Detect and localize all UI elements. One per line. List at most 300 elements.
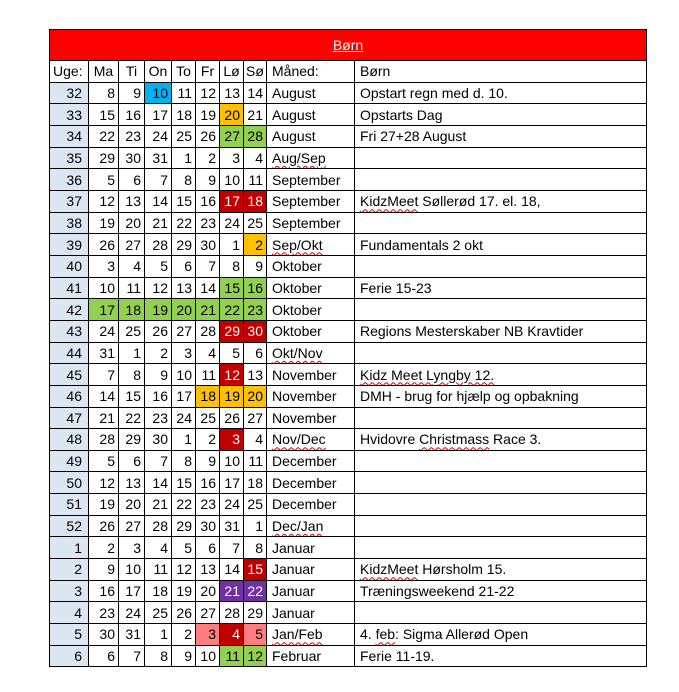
header-week[interactable]: Uge:	[50, 61, 89, 83]
week-number-cell[interactable]: 32	[50, 82, 89, 104]
week-number-cell[interactable]: 40	[50, 255, 89, 277]
day-cell-fr[interactable]: 9	[196, 450, 220, 472]
day-cell-fr[interactable]: 18	[196, 385, 220, 407]
day-cell-to[interactable]: 11	[172, 82, 196, 104]
day-cell-ti[interactable]: 3	[119, 537, 145, 559]
month-cell[interactable]	[267, 212, 355, 234]
day-cell-on[interactable]: 14	[145, 190, 172, 212]
day-cell-so[interactable]: 1	[244, 515, 267, 537]
table-row	[50, 320, 647, 342]
day-cell-lo[interactable]: 8	[220, 255, 244, 277]
week-number-cell[interactable]: 45	[50, 364, 89, 386]
day-cell-fr[interactable]: 9	[196, 169, 220, 191]
day-cell-on[interactable]: 21	[145, 494, 172, 516]
day-cell-to[interactable]: 13	[172, 277, 196, 299]
day-cell-ma[interactable]: 29	[89, 147, 119, 169]
header-month[interactable]: Måned:	[267, 61, 355, 83]
week-number-cell[interactable]: 33	[50, 104, 89, 126]
table-row	[50, 385, 647, 407]
day-cell-on[interactable]: 8	[145, 645, 172, 667]
header-lo[interactable]: Lø	[220, 61, 244, 83]
note-cell[interactable]	[355, 407, 647, 429]
day-cell-to[interactable]: 24	[172, 407, 196, 429]
note-cell[interactable]	[355, 472, 647, 494]
day-cell-ma[interactable]: 7	[89, 364, 119, 386]
day-cell-on[interactable]: 7	[145, 450, 172, 472]
day-cell-fr[interactable]: 4	[196, 342, 220, 364]
week-number-cell[interactable]: 34	[50, 125, 89, 147]
day-cell-ma[interactable]: 6	[89, 645, 119, 667]
day-cell-on[interactable]: 30	[145, 429, 172, 451]
header-ti[interactable]: Ti	[119, 61, 145, 83]
day-cell-lo[interactable]: 11	[220, 645, 244, 667]
day-cell-lo[interactable]: 4	[220, 624, 244, 646]
month-cell[interactable]	[267, 125, 355, 147]
day-cell-ti[interactable]: 9	[119, 82, 145, 104]
day-cell-so[interactable]: 14	[244, 82, 267, 104]
table-row	[50, 364, 647, 386]
month-cell[interactable]	[267, 255, 355, 277]
day-cell-on[interactable]: 28	[145, 515, 172, 537]
note-cell[interactable]	[355, 537, 647, 559]
note-cell[interactable]	[355, 190, 647, 212]
day-cell-lo[interactable]: 5	[220, 342, 244, 364]
week-number-cell[interactable]: 43	[50, 320, 89, 342]
day-cell-ti[interactable]: 22	[119, 407, 145, 429]
day-cell-on[interactable]: 18	[145, 580, 172, 602]
day-cell-to[interactable]: 8	[172, 450, 196, 472]
month-cell[interactable]	[267, 494, 355, 516]
day-cell-on[interactable]: 23	[145, 407, 172, 429]
month-cell[interactable]	[267, 82, 355, 104]
day-cell-ti[interactable]: 4	[119, 255, 145, 277]
day-cell-lo[interactable]: 31	[220, 515, 244, 537]
day-cell-to[interactable]: 17	[172, 385, 196, 407]
month-cell[interactable]	[267, 450, 355, 472]
day-cell-so[interactable]: 8	[244, 537, 267, 559]
week-number-cell[interactable]: 51	[50, 494, 89, 516]
day-cell-on[interactable]: 21	[145, 212, 172, 234]
day-cell-ma[interactable]: 15	[89, 104, 119, 126]
day-cell-lo[interactable]: 3	[220, 429, 244, 451]
day-cell-to[interactable]: 26	[172, 602, 196, 624]
day-cell-to[interactable]: 27	[172, 320, 196, 342]
day-cell-so[interactable]: 6	[244, 342, 267, 364]
month-cell[interactable]	[267, 429, 355, 451]
day-cell-ma[interactable]: 30	[89, 624, 119, 646]
day-cell-on[interactable]: 17	[145, 104, 172, 126]
note-text: 4.	[360, 626, 376, 643]
week-number-cell[interactable]: 46	[50, 385, 89, 407]
day-cell-lo[interactable]: 19	[220, 385, 244, 407]
header-born[interactable]: Børn	[355, 61, 647, 83]
header-to[interactable]: To	[172, 61, 196, 83]
week-number-cell[interactable]: 2	[50, 559, 89, 581]
note-cell[interactable]	[355, 320, 647, 342]
day-cell-on[interactable]: 24	[145, 125, 172, 147]
day-cell-fr[interactable]: 16	[196, 472, 220, 494]
note-cell[interactable]	[355, 624, 647, 646]
day-cell-on[interactable]: 11	[145, 559, 172, 581]
day-cell-ma[interactable]: 2	[89, 537, 119, 559]
note-cell[interactable]	[355, 602, 647, 624]
table-row	[50, 450, 647, 472]
day-cell-fr[interactable]: 14	[196, 277, 220, 299]
day-cell-ti[interactable]: 23	[119, 125, 145, 147]
day-cell-to[interactable]: 1	[172, 147, 196, 169]
day-cell-ti[interactable]: 27	[119, 515, 145, 537]
day-cell-so[interactable]: 20	[244, 385, 267, 407]
day-cell-so[interactable]: 15	[244, 559, 267, 581]
day-cell-lo[interactable]: 7	[220, 537, 244, 559]
day-cell-to[interactable]: 3	[172, 342, 196, 364]
day-cell-fr[interactable]: 30	[196, 234, 220, 256]
note-cell[interactable]	[355, 364, 647, 386]
day-cell-ti[interactable]: 6	[119, 450, 145, 472]
day-cell-on[interactable]: 1	[145, 624, 172, 646]
day-cell-on[interactable]: 31	[145, 147, 172, 169]
note-cell[interactable]	[355, 169, 647, 191]
month-cell[interactable]	[267, 385, 355, 407]
week-number-cell[interactable]: 5	[50, 624, 89, 646]
month-cell[interactable]	[267, 472, 355, 494]
day-cell-to[interactable]: 12	[172, 559, 196, 581]
day-cell-ma[interactable]: 31	[89, 342, 119, 364]
month-label: Oktober	[272, 301, 322, 318]
month-cell[interactable]	[267, 515, 355, 537]
day-cell-to[interactable]: 10	[172, 364, 196, 386]
day-cell-ti[interactable]: 30	[119, 147, 145, 169]
note-cell[interactable]	[355, 277, 647, 299]
day-cell-fr[interactable]: 27	[196, 602, 220, 624]
day-cell-ti[interactable]: 11	[119, 277, 145, 299]
month-cell[interactable]	[267, 147, 355, 169]
note-cell[interactable]	[355, 645, 647, 667]
day-cell-to[interactable]: 15	[172, 190, 196, 212]
day-cell-ti[interactable]: 13	[119, 190, 145, 212]
day-cell-so[interactable]: 25	[244, 212, 267, 234]
day-cell-ti[interactable]: 27	[119, 234, 145, 256]
day-cell-to[interactable]: 5	[172, 537, 196, 559]
month-cell[interactable]	[267, 537, 355, 559]
day-cell-ma[interactable]: 14	[89, 385, 119, 407]
day-cell-to[interactable]: 8	[172, 169, 196, 191]
day-cell-lo[interactable]: 14	[220, 559, 244, 581]
day-cell-so[interactable]: 29	[244, 602, 267, 624]
day-cell-fr[interactable]: 16	[196, 190, 220, 212]
day-cell-to[interactable]: 29	[172, 515, 196, 537]
day-cell-to[interactable]: 20	[172, 299, 196, 321]
day-cell-so[interactable]: 22	[244, 580, 267, 602]
day-cell-on[interactable]: 14	[145, 472, 172, 494]
day-cell-to[interactable]: 2	[172, 624, 196, 646]
day-cell-on[interactable]: 26	[145, 320, 172, 342]
day-cell-lo[interactable]: 27	[220, 125, 244, 147]
day-cell-ti[interactable]: 10	[119, 559, 145, 581]
day-cell-to[interactable]: 15	[172, 472, 196, 494]
day-cell-fr[interactable]: 19	[196, 104, 220, 126]
day-cell-lo[interactable]: 12	[220, 364, 244, 386]
day-cell-ma[interactable]: 3	[89, 255, 119, 277]
day-cell-lo[interactable]: 20	[220, 104, 244, 126]
week-number-cell[interactable]: 38	[50, 212, 89, 234]
week-number-cell[interactable]: 52	[50, 515, 89, 537]
day-cell-ti[interactable]: 16	[119, 104, 145, 126]
day-cell-fr[interactable]: 2	[196, 147, 220, 169]
day-cell-so[interactable]: 5	[244, 624, 267, 646]
day-cell-ma[interactable]: 23	[89, 602, 119, 624]
month-cell[interactable]	[267, 645, 355, 667]
header-so[interactable]: Sø	[244, 61, 267, 83]
day-cell-so[interactable]: 4	[244, 429, 267, 451]
month-cell[interactable]	[267, 364, 355, 386]
month-cell[interactable]	[267, 580, 355, 602]
day-cell-on[interactable]: 19	[145, 299, 172, 321]
day-cell-so[interactable]: 21	[244, 104, 267, 126]
week-number-cell[interactable]: 49	[50, 450, 89, 472]
day-cell-lo[interactable]: 24	[220, 494, 244, 516]
month-cell[interactable]	[267, 624, 355, 646]
day-cell-so[interactable]: 30	[244, 320, 267, 342]
day-cell-lo[interactable]: 21	[220, 580, 244, 602]
month-label: December	[272, 453, 337, 470]
table-row	[50, 255, 647, 277]
note-text: feb	[375, 626, 396, 643]
note-cell[interactable]	[355, 450, 647, 472]
day-cell-ma[interactable]: 26	[89, 234, 119, 256]
week-number-cell[interactable]: 36	[50, 169, 89, 191]
week-number-cell[interactable]: 42	[50, 299, 89, 321]
note-cell[interactable]	[355, 147, 647, 169]
day-cell-fr[interactable]: 25	[196, 407, 220, 429]
day-cell-so[interactable]: 23	[244, 299, 267, 321]
day-cell-to[interactable]: 29	[172, 234, 196, 256]
week-number-cell[interactable]: 4	[50, 602, 89, 624]
day-cell-so[interactable]: 12	[244, 645, 267, 667]
note-cell[interactable]	[355, 234, 647, 256]
month-cell[interactable]	[267, 277, 355, 299]
note-cell[interactable]	[355, 515, 647, 537]
day-cell-to[interactable]: 1	[172, 429, 196, 451]
month-cell[interactable]	[267, 602, 355, 624]
day-cell-ma[interactable]: 5	[89, 450, 119, 472]
week-number-cell[interactable]: 50	[50, 472, 89, 494]
header-fr[interactable]: Fr	[196, 61, 220, 83]
day-cell-ma[interactable]: 12	[89, 190, 119, 212]
note-cell[interactable]	[355, 255, 647, 277]
day-cell-fr[interactable]: 3	[196, 624, 220, 646]
note-cell[interactable]	[355, 212, 647, 234]
day-cell-to[interactable]: 19	[172, 580, 196, 602]
month-cell[interactable]	[267, 169, 355, 191]
day-cell-lo[interactable]: 29	[220, 320, 244, 342]
day-cell-on[interactable]: 10	[145, 82, 172, 104]
day-cell-to[interactable]: 18	[172, 104, 196, 126]
week-number-cell[interactable]: 41	[50, 277, 89, 299]
month-cell[interactable]	[267, 559, 355, 581]
month-cell[interactable]	[267, 234, 355, 256]
day-cell-fr[interactable]: 30	[196, 515, 220, 537]
day-cell-fr[interactable]: 13	[196, 559, 220, 581]
day-cell-ti[interactable]: 29	[119, 429, 145, 451]
note-text: DMH - brug for hjælp og opbakning	[360, 388, 579, 405]
day-cell-ma[interactable]: 5	[89, 169, 119, 191]
day-cell-ti[interactable]: 18	[119, 299, 145, 321]
day-cell-so[interactable]: 16	[244, 277, 267, 299]
note-cell[interactable]	[355, 494, 647, 516]
day-cell-ma[interactable]: 24	[89, 320, 119, 342]
month-cell[interactable]	[267, 342, 355, 364]
day-cell-ti[interactable]: 8	[119, 364, 145, 386]
day-cell-on[interactable]: 5	[145, 255, 172, 277]
month-cell[interactable]	[267, 299, 355, 321]
note-cell[interactable]	[355, 342, 647, 364]
day-cell-ma[interactable]: 22	[89, 125, 119, 147]
day-cell-fr[interactable]: 21	[196, 299, 220, 321]
table-row	[50, 580, 647, 602]
day-cell-on[interactable]: 7	[145, 169, 172, 191]
day-cell-lo[interactable]: 22	[220, 299, 244, 321]
day-cell-ti[interactable]: 13	[119, 472, 145, 494]
day-cell-to[interactable]: 6	[172, 255, 196, 277]
day-cell-ma[interactable]: 10	[89, 277, 119, 299]
note-cell[interactable]	[355, 104, 647, 126]
week-number-cell[interactable]: 44	[50, 342, 89, 364]
day-cell-so[interactable]: 18	[244, 472, 267, 494]
month-cell[interactable]	[267, 190, 355, 212]
day-cell-so[interactable]: 27	[244, 407, 267, 429]
day-cell-lo[interactable]: 15	[220, 277, 244, 299]
day-cell-on[interactable]: 25	[145, 602, 172, 624]
day-cell-ti[interactable]: 1	[119, 342, 145, 364]
day-cell-to[interactable]: 22	[172, 212, 196, 234]
week-number-cell[interactable]: 1	[50, 537, 89, 559]
day-cell-so[interactable]: 11	[244, 169, 267, 191]
day-cell-ma[interactable]: 19	[89, 494, 119, 516]
day-cell-fr[interactable]: 23	[196, 212, 220, 234]
note-cell[interactable]	[355, 429, 647, 451]
note-cell[interactable]	[355, 125, 647, 147]
day-cell-lo[interactable]: 24	[220, 212, 244, 234]
day-cell-lo[interactable]: 1	[220, 234, 244, 256]
day-cell-fr[interactable]: 7	[196, 255, 220, 277]
note-text: Ferie 11-19.	[360, 648, 435, 665]
day-cell-ma[interactable]: 8	[89, 82, 119, 104]
day-cell-ti[interactable]: 20	[119, 212, 145, 234]
month-cell[interactable]	[267, 407, 355, 429]
week-number-cell[interactable]: 37	[50, 190, 89, 212]
day-cell-fr[interactable]: 10	[196, 645, 220, 667]
week-number-cell[interactable]: 3	[50, 580, 89, 602]
note-cell[interactable]	[355, 580, 647, 602]
week-number-cell[interactable]: 47	[50, 407, 89, 429]
note-cell[interactable]	[355, 385, 647, 407]
day-cell-ti[interactable]: 17	[119, 580, 145, 602]
day-cell-on[interactable]: 9	[145, 364, 172, 386]
day-cell-to[interactable]: 9	[172, 645, 196, 667]
day-cell-ti[interactable]: 15	[119, 385, 145, 407]
day-cell-ma[interactable]: 26	[89, 515, 119, 537]
day-cell-so[interactable]: 4	[244, 147, 267, 169]
note-cell[interactable]	[355, 299, 647, 321]
month-cell[interactable]	[267, 104, 355, 126]
day-cell-fr[interactable]: 20	[196, 580, 220, 602]
day-cell-on[interactable]: 12	[145, 277, 172, 299]
day-cell-fr[interactable]: 26	[196, 125, 220, 147]
day-cell-ti[interactable]: 7	[119, 645, 145, 667]
day-cell-ti[interactable]: 6	[119, 169, 145, 191]
day-cell-so[interactable]: 13	[244, 364, 267, 386]
table-row	[50, 537, 647, 559]
day-cell-ti[interactable]: 31	[119, 624, 145, 646]
day-cell-ma[interactable]: 17	[89, 299, 119, 321]
day-cell-ma[interactable]: 28	[89, 429, 119, 451]
day-cell-on[interactable]: 4	[145, 537, 172, 559]
note-text: Kidz Meet Lyngby 12.	[360, 366, 495, 383]
table-row	[50, 429, 647, 451]
day-cell-on[interactable]: 2	[145, 342, 172, 364]
day-cell-to[interactable]: 22	[172, 494, 196, 516]
day-cell-so[interactable]: 2	[244, 234, 267, 256]
day-cell-ma[interactable]: 21	[89, 407, 119, 429]
day-cell-lo[interactable]: 13	[220, 82, 244, 104]
day-cell-ma[interactable]: 19	[89, 212, 119, 234]
day-cell-fr[interactable]: 23	[196, 494, 220, 516]
day-cell-on[interactable]: 28	[145, 234, 172, 256]
sheet-title[interactable]: Børn	[50, 30, 647, 61]
day-cell-fr[interactable]: 11	[196, 364, 220, 386]
week-number-cell[interactable]: 35	[50, 147, 89, 169]
month-label: December	[272, 474, 337, 491]
day-cell-lo[interactable]: 26	[220, 407, 244, 429]
table-row	[50, 190, 647, 212]
day-cell-ma[interactable]: 12	[89, 472, 119, 494]
month-cell[interactable]	[267, 320, 355, 342]
day-cell-ma[interactable]: 16	[89, 580, 119, 602]
day-cell-on[interactable]: 16	[145, 385, 172, 407]
day-cell-lo[interactable]: 28	[220, 602, 244, 624]
note-cell[interactable]	[355, 559, 647, 581]
week-number-cell[interactable]: 6	[50, 645, 89, 667]
header-ma[interactable]: Ma	[89, 61, 119, 83]
day-cell-to[interactable]: 25	[172, 125, 196, 147]
day-cell-ma[interactable]: 9	[89, 559, 119, 581]
week-number-cell[interactable]: 48	[50, 429, 89, 451]
day-cell-so[interactable]: 18	[244, 190, 267, 212]
month-label: August	[272, 84, 316, 101]
day-cell-fr[interactable]: 6	[196, 537, 220, 559]
day-cell-fr[interactable]: 12	[196, 82, 220, 104]
day-cell-so[interactable]: 9	[244, 255, 267, 277]
day-cell-so[interactable]: 25	[244, 494, 267, 516]
day-cell-so[interactable]: 28	[244, 125, 267, 147]
day-cell-fr[interactable]: 28	[196, 320, 220, 342]
header-on[interactable]: On	[145, 61, 172, 83]
day-cell-ti[interactable]: 25	[119, 320, 145, 342]
day-cell-so[interactable]: 11	[244, 450, 267, 472]
day-cell-lo[interactable]: 3	[220, 147, 244, 169]
month-label: Oktober	[272, 279, 322, 296]
day-cell-lo[interactable]: 17	[220, 472, 244, 494]
day-cell-lo[interactable]: 17	[220, 190, 244, 212]
day-cell-ti[interactable]: 24	[119, 602, 145, 624]
week-number-cell[interactable]: 39	[50, 234, 89, 256]
day-cell-lo[interactable]: 10	[220, 169, 244, 191]
note-cell[interactable]	[355, 82, 647, 104]
day-cell-lo[interactable]: 10	[220, 450, 244, 472]
day-cell-fr[interactable]: 2	[196, 429, 220, 451]
day-cell-ti[interactable]: 20	[119, 494, 145, 516]
